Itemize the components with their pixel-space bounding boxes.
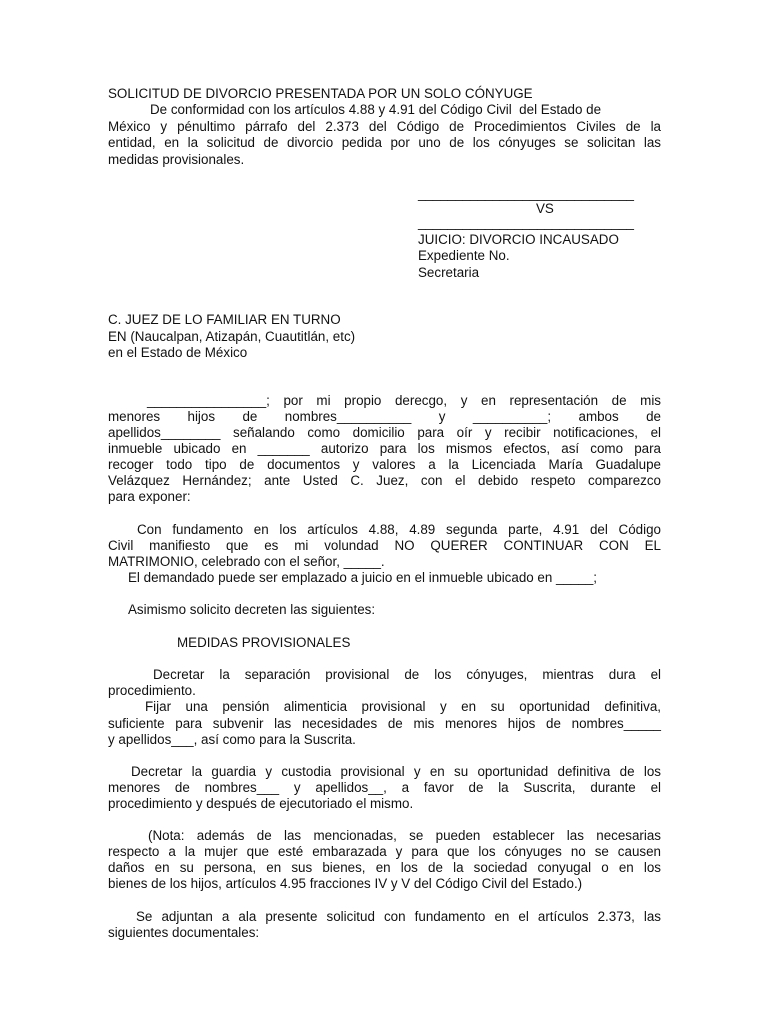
para1-line-6: Velázquez Hernández; ante Usted C. Juez, con el debido respeto comparezco: [108, 473, 661, 488]
medida2-line-2: suficiente para subvenir las necesidades de mis menores hijos de nombres_____: [108, 716, 661, 731]
addressee-line-2: EN (Naucalpan, Atizapán, Cuautitlán, etc): [108, 329, 356, 344]
medidas-heading: MEDIDAS PROVISIONALES: [177, 635, 351, 650]
medida2-line-3: y apellidos___, así como para la Suscrita.: [108, 732, 356, 747]
para1-line-2: menores hijos de nombres__________ y __________; ambos de: [108, 409, 661, 424]
asimismo-line: Asimismo solicito decreten las siguientes:: [128, 602, 376, 617]
nota-line-2: respecto a la mujer que esté embarazada y para que los cónyuges no se causen: [108, 844, 661, 859]
addressee-line-3: en el Estado de México: [108, 345, 248, 360]
para1-line-1: ________________; por mi propio derecgo, y en representación de mis: [147, 393, 661, 408]
medida1-line-1: Decretar la separación provisional de los cónyuges, mientras dura el: [153, 667, 661, 682]
intro-line-3: entidad, en la solicitud de divorcio pedida por uno de los cónyuges se solicitan las: [108, 135, 661, 150]
nota-line-3: daños en su persona, en sus bienes, en los de la sociedad conyugal o en los: [108, 860, 661, 875]
para2-line-1: Con fundamento en los artículos 4.88, 4.89 segunda parte, 4.91 del Código: [137, 522, 661, 537]
secretaria-label: Secretaria: [418, 265, 480, 280]
expediente-label: Expediente No.: [418, 248, 510, 263]
intro-line-1: De conformidad con los artículos 4.88 y 4.91 del Código Civil del Estado de: [150, 102, 602, 117]
para1-line-3: apellidos________ señalando como domicilio para oír y recibir notificaciones, el: [108, 425, 661, 440]
para1-line-4: inmueble ubicado en _______ autorizo para los mismos efectos, así como para: [108, 441, 661, 456]
document-title: SOLICITUD DE DIVORCIO PRESENTADA POR UN SOLO CÓNYUGE: [108, 86, 533, 101]
nota-line-4: bienes de los hijos, artículos 4.95 fracciones IV y V del Código Civil del Estado.): [108, 876, 583, 891]
medida2-line-1: Fijar una pensión alimenticia provisional y en su oportunidad definitiva,: [145, 699, 661, 714]
vs-label: VS: [536, 201, 554, 216]
adjuntan-line-1: Se adjuntan a ala presente solicitud con fundamento en el artículos 2.373, las: [136, 909, 661, 924]
intro-line-2: México y pénultimo párrafo del 2.373 del Código de Procedimientos Civiles de la: [108, 119, 661, 134]
intro-line-4: medidas provisionales.: [108, 152, 245, 167]
adjuntan-line-2: siguientes documentales:: [108, 925, 260, 940]
party-blank-2: _____________________________: [418, 215, 634, 230]
para1-line-7: para exponer:: [108, 489, 191, 504]
medida3-line-1: Decretar la guardia y custodia provisional y en su oportunidad definitiva de los: [131, 764, 661, 779]
medida1-line-2: procedimiento.: [108, 683, 196, 698]
nota-line-1: (Nota: además de las mencionadas, se pueden establecer las necesarias: [148, 828, 661, 843]
addressee-line-1: C. JUEZ DE LO FAMILIAR EN TURNO: [108, 312, 341, 327]
medida3-line-2: menores de nombres___ y apellidos__, a favor de la Suscrita, durante el: [108, 780, 661, 795]
para2-line-4: El demandado puede ser emplazado a juicio en el inmueble ubicado en _____;: [128, 570, 598, 585]
party-blank-1: _____________________________: [418, 186, 634, 201]
para2-line-3: MATRIMONIO, celebrado con el señor, _____.: [108, 554, 385, 569]
para1-line-5: recoger todo tipo de documentos y valores a la Licenciada María Guadalupe: [108, 457, 661, 472]
medida3-line-3: procedimiento y después de ejecutoriado el mismo.: [108, 796, 414, 811]
para2-line-2: Civil manifiesto que es mi volundad NO QUERER CONTINUAR CON EL: [108, 538, 661, 553]
juicio-label: JUICIO: DIVORCIO INCAUSADO: [418, 232, 619, 247]
